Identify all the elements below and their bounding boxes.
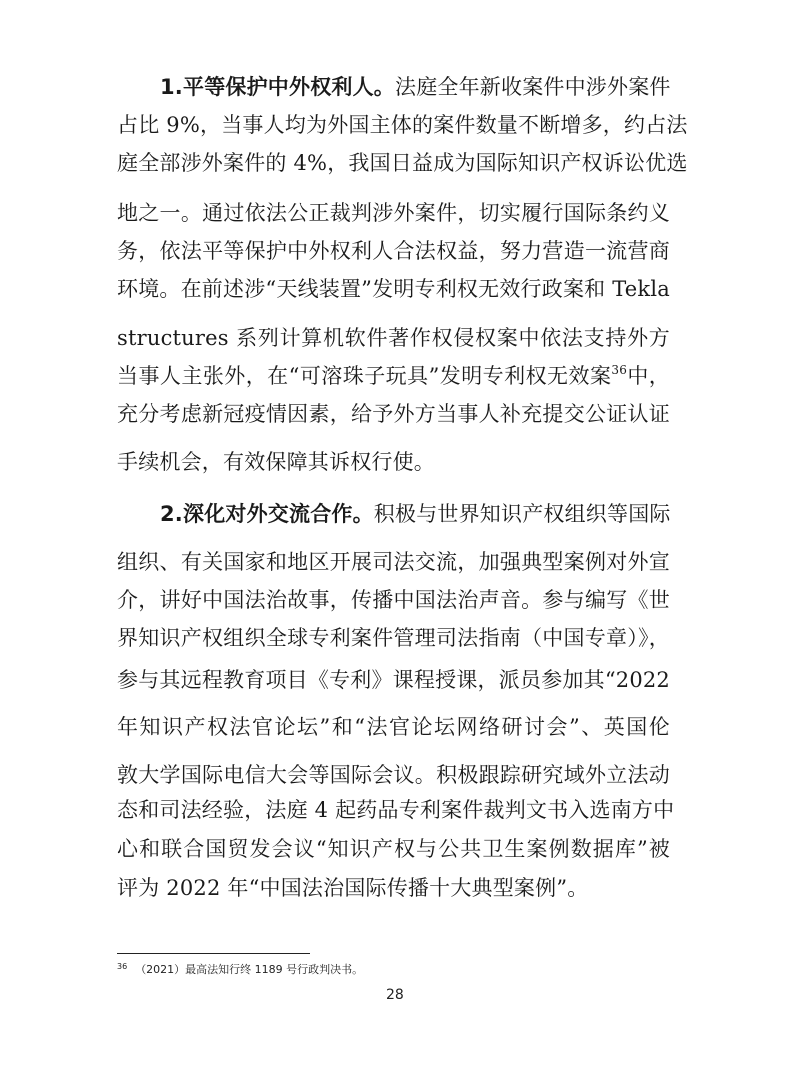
- section-2-line-9: 心和联合国贸发会议“知识产权与公共卫生案例数据库”被: [117, 837, 670, 861]
- section-2-line-6: 年知识产权法官论坛”和“法官论坛网络研讨会”、英国伦: [117, 715, 670, 739]
- section-1-line-3: 庭全部涉外案件的 4%，我国日益成为国际知识产权诉讼优选: [117, 151, 688, 175]
- section-1-line-7: structures 系列计算机软件著作权侵权案中依法支持外方: [117, 326, 670, 350]
- section-1-line-5: 务，依法平等保护中外权利人合法权益，努力营造一流营商: [117, 239, 670, 263]
- section-2-line-4: 界知识产权组织全球专利案件管理司法指南（中国专章）》，: [117, 626, 670, 650]
- section-1-line-8: [117, 364, 670, 388]
- section-2-line-2: 组织、有关国家和地区开展司法交流，加强典型案例对外宣: [117, 550, 670, 574]
- section-1-line-10: 手续机会，有效保障其诉权行使。: [117, 450, 435, 474]
- footnote: [117, 961, 363, 977]
- section-1-line-9: 充分考虑新冠疫情因素，给予外方当事人补充提交公证认证: [117, 402, 670, 426]
- page-number: 28: [386, 987, 404, 1003]
- section-1-line-8-tail: 中，: [627, 364, 670, 388]
- section-1-line-4: 地之一。通过依法公正裁判涉外案件，切实履行国际条约义: [117, 201, 670, 225]
- footnote-text: （2021）最高法知行终 1189 号行政判决书。: [135, 963, 364, 976]
- section-2-line-8: 态和司法经验，法庭 4 起药品专利案件裁判文书入选南方中: [117, 798, 675, 822]
- section-1-line-6: 环境。在前述涉“天线装置”发明专利权无效行政案和 Tekla: [117, 277, 670, 301]
- section-1-text: 法庭全年新收案件中涉外案件: [395, 75, 671, 99]
- section-1-heading: 1.平等保护中外权利人。: [160, 75, 395, 99]
- footnote-divider: [117, 953, 310, 954]
- section-1-line-1: [160, 75, 670, 99]
- section-2-line-7: 敦大学国际电信大会等国际会议。积极跟踪研究域外立法动: [117, 763, 670, 787]
- section-2-line-10: 评为 2022 年“中国法治国际传播十大典型案例”。: [117, 876, 589, 900]
- section-2-line-1: [160, 502, 670, 526]
- section-2-line-3: 介，讲好中国法治故事，传播中国法治声音。参与编写《世: [117, 588, 670, 612]
- section-2-line-5: 参与其远程教育项目《专利》课程授课，派员参加其“2022: [117, 668, 670, 692]
- footnote-reference[interactable]: 36: [611, 363, 628, 377]
- section-2-heading: 2.深化对外交流合作。: [160, 502, 374, 526]
- section-2-text: 积极与世界知识产权组织等国际: [373, 502, 671, 526]
- footnote-number: 36: [117, 962, 128, 971]
- section-1-line-2: 占比 9%，当事人均为外国主体的案件数量不断增多，约占法: [117, 113, 688, 137]
- section-1-line-8-text: 当事人主张外，在“可溶珠子玩具”发明专利权无效案: [117, 364, 612, 388]
